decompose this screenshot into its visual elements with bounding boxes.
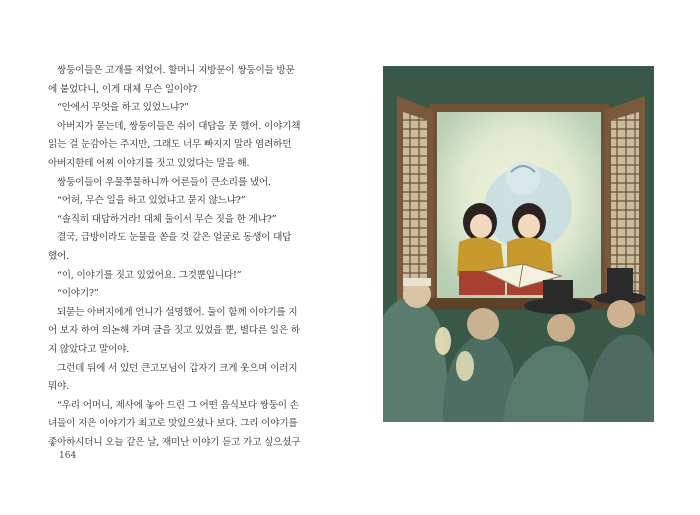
paragraph — [48, 285, 348, 304]
paragraph — [48, 360, 348, 379]
paragraph-continuation — [48, 136, 348, 155]
paragraph-continuation — [48, 81, 348, 100]
text-line: 되묻는 아버지에게 언니가 설명했어. 둘이 함께 이야기를 지 — [57, 306, 298, 318]
text-line: 아버지한테 어찌 이야기를 짓고 있었다는 말을 해. — [48, 157, 250, 169]
text-line: 했어. — [48, 250, 69, 262]
page-number: 164 — [59, 451, 77, 461]
text-line: 좋아하시더니 오늘 같은 날, 재미난 이야기 듣고 가고 싶으셨구 — [48, 436, 301, 448]
text-line: “이야기?” — [57, 288, 99, 300]
paragraph — [48, 304, 348, 323]
text-line: 아버지가 묻는데, 쌍둥이들은 쉬이 대답을 못 했어. 이야기책 — [57, 120, 301, 132]
text-line: 에 붙었다니, 이게 대체 무슨 일이야? — [48, 83, 197, 95]
paragraph-continuation — [48, 378, 348, 397]
paragraph — [48, 174, 348, 193]
paragraph — [48, 62, 348, 81]
paragraph — [48, 192, 348, 211]
text-line: 쌍둥이들이 우물쭈물하니까 어른들이 큰소리를 냈어. — [57, 176, 271, 188]
paragraph-continuation — [48, 322, 348, 341]
paragraph — [48, 229, 348, 248]
text-line: 어 보자 하여 의논해 가며 글을 짓고 있었을 뿐, 별다른 일은 하 — [48, 325, 300, 337]
paragraph-continuation — [48, 248, 348, 267]
text-line: 쌍둥이들은 고개를 저었어. 할머니 지방문이 쌍둥이들 방문 — [57, 65, 295, 76]
paragraph-continuation — [48, 341, 348, 360]
text-line: “어허, 무슨 일을 하고 있었냐고 묻지 않느냐?” — [57, 195, 246, 207]
text-line: 지 않았다고 말이야. — [48, 343, 130, 355]
text-line: 녀들이 지은 이야기가 최고로 맛있으셨나 보다. 그리 이야기를 — [48, 418, 298, 430]
paragraph — [48, 211, 348, 230]
illustration-svg — [383, 66, 654, 422]
text-line: “이, 이야기를 짓고 있었어요. 그것뿐입니다!” — [57, 269, 242, 281]
text-line: “안에서 무엇을 하고 있었느냐?” — [57, 102, 189, 114]
paragraph — [48, 267, 348, 286]
left-page-text — [48, 62, 348, 452]
text-line: 읽는 걸 눈감아는 주지만, 그래도 너무 빠지지 말라 염려하던 — [48, 139, 292, 151]
text-line: “우리 어머니, 제사에 놓아 드린 그 어떤 음식보다 쌍둥이 손 — [57, 399, 299, 411]
text-line: 그런데 뒤에 서 있던 큰고모님이 갑자기 크게 웃으며 이러지 — [57, 362, 298, 374]
text-line: 결국, 급방이라도 눈물을 쏟을 것 같은 얼굴로 동생이 대답 — [57, 232, 292, 244]
illustration-window-scene — [383, 66, 654, 422]
text-line: “솔직히 대답하거라! 대체 둘이서 무슨 짓을 한 게냐?” — [57, 213, 277, 225]
paragraph-continuation — [48, 434, 348, 453]
paragraph — [48, 397, 348, 416]
paragraph-continuation — [48, 415, 348, 434]
paragraph — [48, 118, 348, 137]
paragraph-continuation — [48, 155, 348, 174]
paragraph — [48, 99, 348, 118]
text-line: 뭐야. — [48, 381, 69, 393]
